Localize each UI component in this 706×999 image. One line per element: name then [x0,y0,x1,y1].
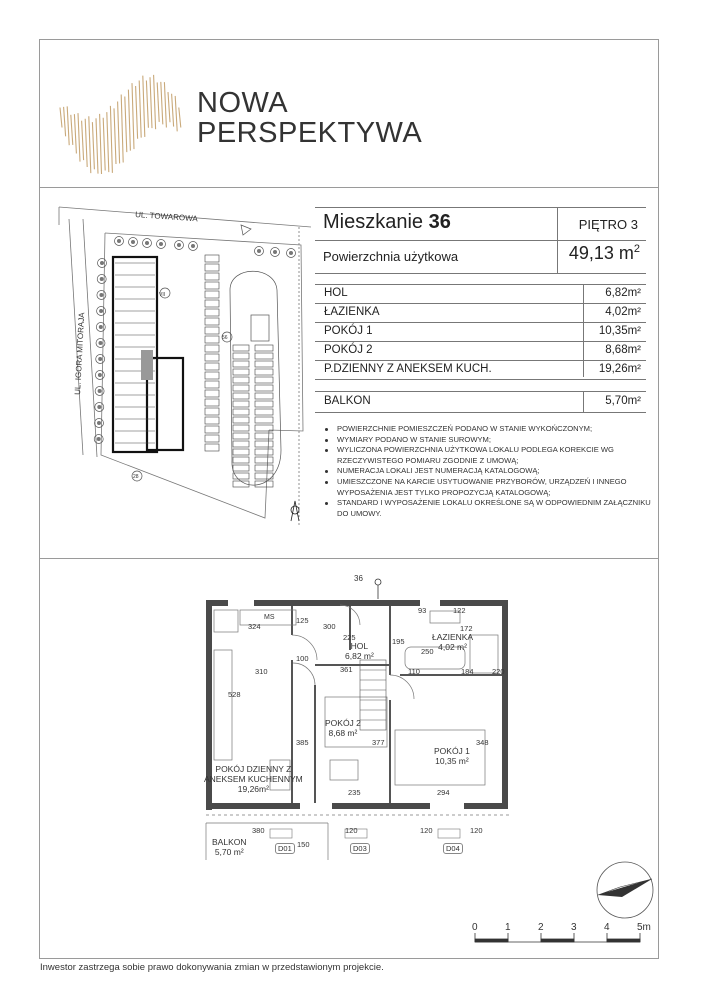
brand-name [197,88,422,148]
axis-tag: D04 [443,843,463,854]
building-label-56: 56 [222,335,228,341]
dimension-label: 377 [372,738,385,747]
room-name: POKÓJ 2 [324,344,373,356]
dimension-label: 184 [461,667,474,676]
plan-pokoj2-label: POKÓJ 2 8,68 m² [325,718,361,738]
floor-label: PIĘTRO 3 [578,217,638,232]
wave-logo-icon [54,74,189,174]
note-item: WYLICZONA POWIERZCHNIA UŻYTKOWA LOKALU PODLEGA KOREKCIE WG RZECZYWISTEGO POMIARU ZGODNIE Z UMOWĄ; [321,445,651,466]
dimension-label: 93 [418,606,427,615]
room-name: HOL [324,287,348,299]
room-name: POKÓJ 1 [324,325,373,337]
brand-line-2: PERSPEKTYWA [197,117,423,149]
axis-tag: D01 [275,843,295,854]
plan-ms-label: MS [264,614,275,621]
dimension-label: 385 [296,738,309,747]
dimension-label: 250 [421,647,434,656]
room-area-balkon: 5,70m² [605,395,641,407]
note-item: UMIESZCZONE NA KARCIE USYTUOWANIE PRZYBORÓW, URZĄDZEŃ I INNEGO WYPOSAŻENIA JEST TYLKO PROPOZYCJĄ KATALOGOWĄ; [321,477,651,498]
plan-balkon-label: BALKON 5,70 m² [212,837,247,857]
room-name-balkon: BALKON [324,395,371,407]
room-area: 6,82m² [605,287,641,299]
dimension-label: 361 [340,665,353,674]
axis-tag: D03 [350,843,370,854]
room-area: 10,35m² [598,325,641,337]
plan-lazienka-label: ŁAZIENKA 4,02 m² [432,632,474,652]
building-label-28: 28 [133,474,139,480]
dimension-label: 294 [437,788,450,797]
note-item: STANDARD I WYPOSAŻENIE LOKALU OKREŚLONE SĄ W ODPOWIEDNIM ZAŁĄCZNIKU DO UMOWY. [321,498,651,519]
apartment-info [315,207,646,417]
footer-disclaimer: Inwestor zastrzega sobie prawo dokonywania zmian w przedstawionym projekcie. [40,962,384,973]
header-divider [39,187,658,188]
room-name: ŁAZIENKA [324,306,380,318]
plan-dzienny-label: POKÓJ DZIENNY Z ANEKSEM KUCHENNYM 19,26m² [204,764,303,794]
dimension-label: 120 [470,826,483,835]
scale-tick-label: 2 [538,922,544,933]
room-name: P.DZIENNY Z ANEKSEM KUCH. [324,363,492,375]
dimension-label: 324 [248,622,261,631]
scale-tick-label: 5m [637,922,651,933]
dimension-label: 235 [348,788,361,797]
dimension-label: 195 [392,637,405,646]
scale-bar [472,922,650,948]
dimension-label: 220 [492,667,505,676]
plan-pokoj1-label: POKÓJ 1 10,35 m² [434,746,470,766]
note-item: POWIERZCHNIE POMIESZCZEŃ PODANO W STANIE WYKOŃCZONYM; [321,424,651,435]
dimension-label: 348 [476,738,489,747]
dimension-label: 300 [323,622,336,631]
scale-tick-label: 1 [505,922,511,933]
brand-line-1: NOWA [197,87,289,119]
scale-tick-label: 3 [571,922,577,933]
dimension-label: 122 [453,606,466,615]
dimension-label: 125 [296,616,309,625]
note-item: WYMIARY PODANO W STANIE SUROWYM; [321,435,651,446]
scale-tick-label: 0 [472,922,478,933]
apartment-number: 36 [428,211,451,233]
notes-list [321,424,651,519]
dimension-label: 120 [420,826,433,835]
usable-area-value: 49,13 $m^2$ [568,243,640,263]
usable-area-label: Powierzchnia użytkowa [323,249,459,264]
room-area: 4,02m² [605,306,641,318]
dimension-label: 310 [255,667,268,676]
dimension-label: 110 [408,667,420,676]
room-area: 19,26m² [598,363,641,375]
street-label-towarowa: UL. TOWAROWA [134,210,199,224]
dimension-label: 120 [345,826,358,835]
plan-unit-number: 36 [354,574,363,583]
north-arrow-icon [291,501,299,521]
dimension-label: 172 [460,624,473,633]
dimension-label: 100 [296,654,309,663]
site-plan [55,205,311,525]
note-item: NUMERACJA LOKALI JEST NUMERACJĄ KATALOGOWĄ; [321,466,651,477]
compass-north-icon [592,857,658,923]
scale-tick-label: 4 [604,922,610,933]
dimension-label: 528 [228,690,241,699]
building-label-vii: VII [159,292,166,298]
street-label-mitoraja: UL. IGORA MITORAJA [73,312,87,396]
apartment-title: Mieszkanie 36 [323,211,451,233]
dimension-label: 380 [252,826,265,835]
dimension-label: 150 [297,840,310,849]
plan-hol-label: HOL 6,82 m² [345,641,374,661]
plan-divider [39,558,658,559]
room-area: 8,68m² [605,344,641,356]
dimension-label: 225 [343,633,356,642]
